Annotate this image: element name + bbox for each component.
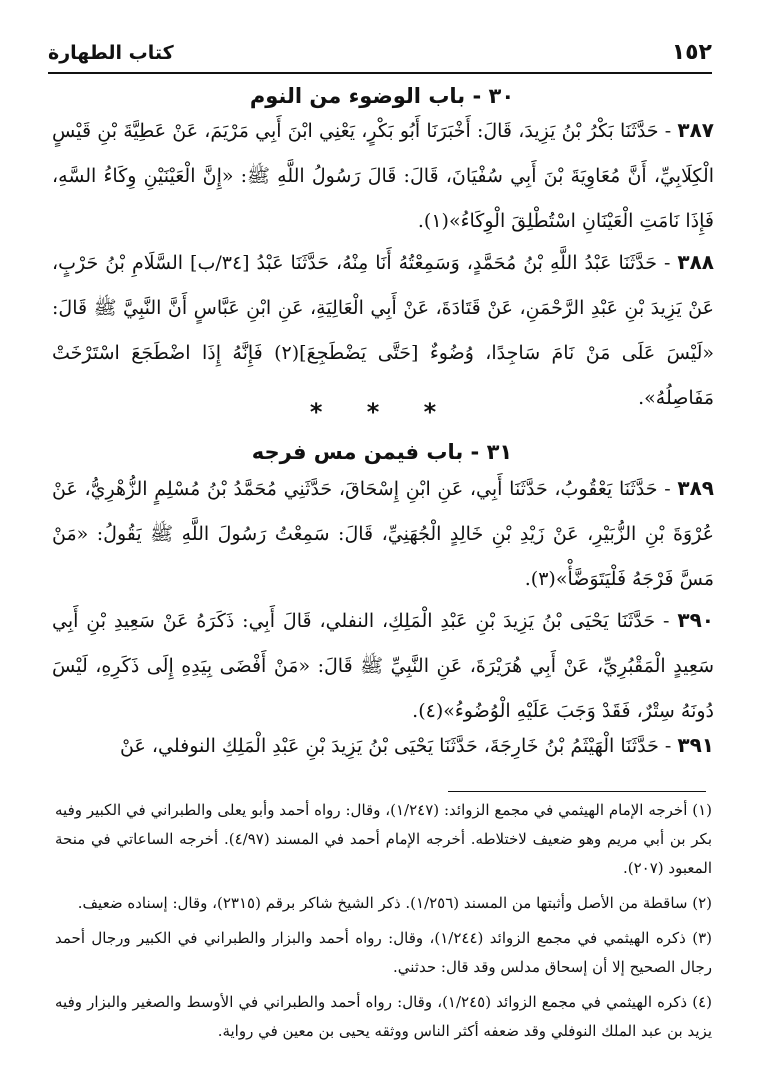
chapter-title: ٣٠ - باب الوضوء من النوم <box>249 84 515 108</box>
hadith-388 <box>52 240 714 421</box>
hadith-389 <box>52 466 714 602</box>
book-title: كتاب الطهارة <box>48 42 174 64</box>
hadith-number: ٣٩١ <box>677 733 714 757</box>
footnote-divider <box>448 791 706 792</box>
footnote-2: (٢) ساقطة من الأصل وأثبتها من المسند (١/٢٥٦). ذكر الشيخ شاكر برقم (٢٣١٥)، وقال: إسناده ضعيف. <box>77 894 712 912</box>
footnote-1: (١) أخرجه الإمام الهيثمي في مجمع الزوائد: (١/٢٤٧)، وقال: رواه أحمد وأبو يعلى والطبراني في الكبير وفيه بكر بن أبي مريم وهو ضعيف لاختلاطه. أخرجه الإمام أحمد في المسند (٤/٩٧). أخرجه الساعاتي في منحة المعبود (٢٠٧). <box>55 801 712 877</box>
footnote-4: (٤) ذكره الهيثمي في مجمع الزوائد (١/٢٤٥)، وقال: رواه أحمد والطبراني في الأوسط والصغير والبزار وفيه يزيد بن عبد الملك النوفلي وقد ضعفه أكثر الناس ووثقه يحيى بن معين في رواية. <box>55 993 712 1040</box>
hadith-391 <box>52 723 714 769</box>
section-separator: * * * <box>309 398 455 426</box>
hadith-text: - حَدَّثَنَا بَكْرُ بْنُ يَزِيدَ، قَالَ: أَخْبَرَنَا أَبُو بَكْرٍ، يَعْنِي ابْنَ أَبِي مَرْيَمَ، عَنْ عَطِيَّةَ بْنِ قَيْسٍ الْكِلَابِيِّ، أَنَّ مُعَاوِيَةَ بْنَ أَبِي سُفْيَانَ، قَالَ: قَالَ رَسُولُ اللَّهِ ﷺ: «إِنَّ الْعَيْنَيْنِ وِكَاءُ السَّهِ، فَإِذَا نَامَتِ الْعَيْنَانِ اسْتُطْلِقَ الْوِكَاءُ»(١). <box>52 120 714 232</box>
chapter-title: ٣١ - باب فيمن مس فرجه <box>251 440 513 464</box>
footnotes <box>55 796 712 1052</box>
hadith-390 <box>52 598 714 734</box>
page-header <box>48 40 712 74</box>
footnote-3: (٣) ذكره الهيثمي في مجمع الزوائد (١/٢٤٤)، وقال: رواه أحمد والبزار والطبراني في الكبير ورجال أحمد رجال الصحيح إلا أن إسحاق مدلس وقد قال: حدثني. <box>55 929 712 976</box>
hadith-text: - حَدَّثَنَا يَعْقُوبُ، حَدَّثَنَا أَبِي، عَنِ ابْنِ إِسْحَاقَ، حَدَّثَنِي مُحَمَّدُ بْنُ مُسْلِمٍ الزُّهْرِيُّ، عَنْ عُرْوَةَ بْنِ الزُّبَيْرِ، عَنْ زَيْدِ بْنِ خَالِدٍ الْجُهَنِيِّ، قَالَ: سَمِعْتُ رَسُولَ اللَّهِ ﷺ يَقُولُ: «مَنْ مَسَّ فَرْجَهُ فَلْيَتَوَضَّأْ»(٣). <box>52 478 714 590</box>
page-number: ١٥٢ <box>671 40 712 65</box>
hadith-text: - حَدَّثَنَا يَحْيَى بْنُ يَزِيدَ بْنِ عَبْدِ الْمَلِكِ، النفلي، قَالَ أَبِي: ذَكَرَهُ عَنْ سَعِيدِ بْنِ أَبِي سَعِيدٍ الْمَقْبُرِيِّ، عَنْ أَبِي هُرَيْرَةَ، عَنِ النَّبِيِّ ﷺ قَالَ: «مَنْ أَفْضَى بِيَدِهِ إِلَى ذَكَرِهِ، لَيْسَ دُونَهُ سِتْرٌ، فَقَدْ وَجَبَ عَلَيْهِ الْوُضُوءُ»(٤). <box>52 610 714 722</box>
hadith-387 <box>52 108 714 244</box>
hadith-text: - حَدَّثَنَا الْهَيْثَمُ بْنُ خَارِجَةَ، حَدَّثَنَا يَحْيَى بْنُ يَزِيدَ بْنِ عَبْدِ الْمَلِكِ النوفلي، عَنْ <box>120 735 672 757</box>
hadith-text: - حَدَّثَنَا عَبْدُ اللَّهِ بْنُ مُحَمَّدٍ، وَسَمِعْتُهُ أَنَا مِنْهُ، حَدَّثَنَا عَبْدُ [٣٤/ب] السَّلَامِ بْنُ حَرْبٍ، عَنْ يَزِيدَ بْنِ عَبْدِ الرَّحْمَنِ، عَنْ قَتَادَةَ، عَنْ أَبِي الْعَالِيَةِ، عَنِ ابْنِ عَبَّاسٍ أَنَّ النَّبِيَّ ﷺ قَالَ: «لَيْسَ عَلَى مَنْ نَامَ سَاجِدًا، وُضُوءٌ [حَتَّى يَضْطَجِعَ](٢) فَإِنَّهُ إِذَا اضْطَجَعَ اسْتَرْخَتْ مَفَاصِلُهُ». <box>52 252 714 409</box>
hadith-number: ٣٨٩ <box>677 476 714 500</box>
hadith-number: ٣٨٧ <box>677 118 714 142</box>
hadith-number: ٣٨٨ <box>677 250 715 274</box>
hadith-number: ٣٩٠ <box>677 608 714 632</box>
